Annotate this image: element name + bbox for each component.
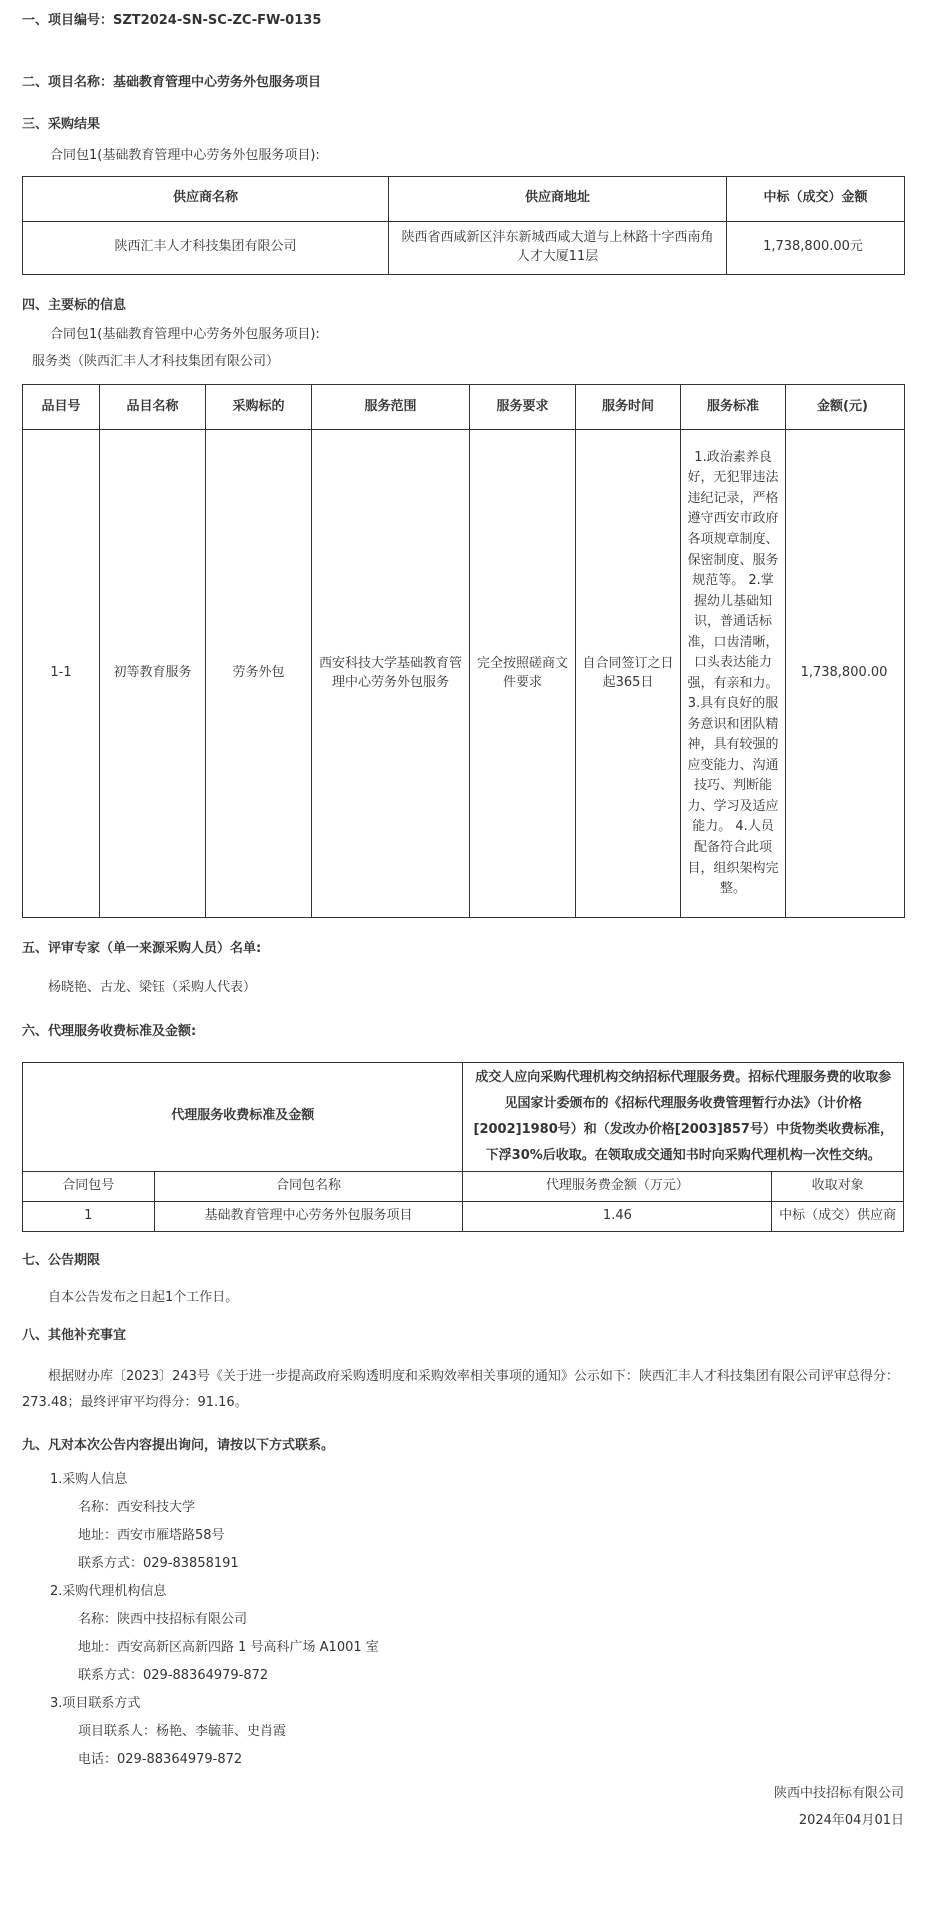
- category-label: 服务类（陕西汇丰人才科技集团有限公司）: [32, 354, 280, 370]
- project-number: SZT2024-SN-SC-ZC-FW-0135: [113, 13, 322, 28]
- supplier-name: 陕西汇丰人才科技集团有限公司: [23, 221, 389, 274]
- item-name: 初等教育服务: [100, 430, 206, 918]
- item-time: 自合同签订之日起365日: [576, 430, 681, 918]
- header-scope: 服务范围: [312, 385, 470, 430]
- section-title: 一、项目编号：: [22, 13, 114, 28]
- fee-standard-desc: 成交人应向采购代理机构交纳招标代理服务费。招标代理服务费的收取参见国家计委颁布的《招标代理服务收费管理暂行办法》（计价格[2002]1980号）和（发改办价格[2003]857号）中货物类收费标准，下浮30%后收取。在领取成交通知书时向采购代理机构一次性交纳。: [463, 1062, 904, 1171]
- fee-amount: 1.46: [463, 1201, 772, 1231]
- result-table: [22, 176, 905, 275]
- section-main-subject: [22, 297, 904, 919]
- table-header-row: [23, 1171, 904, 1201]
- header-item-name: 品目名称: [100, 385, 206, 430]
- fee-table: [22, 1062, 904, 1232]
- section-procurement-result: [22, 116, 904, 275]
- section-title: 九、凡对本次公告内容提出询问，请按以下方式联系。: [22, 1438, 335, 1454]
- supplier-address: 陕西省西咸新区沣东新城西咸大道与上林路十字西南角人才大厦11层: [389, 221, 727, 274]
- contact-phone: 电话：029-88364979-872: [78, 1751, 243, 1767]
- header-package-name: 合同包名称: [154, 1171, 463, 1201]
- table-header-row: [23, 385, 905, 430]
- item-standard: 1.政治素养良好，无犯罪违法违纪记录，严格遵守西安市政府各项规章制度、保密制度、服务规范等。 2.掌握幼儿基础知识，普通话标准，口齿清晰，口头表达能力强，有亲和力。 3.具有良好的服务意识和团队精神，具有较强的应变能力、沟通技巧、判断能力、学习及适应能力。 4.人员配备符合此项目，组织架构完整。: [681, 430, 786, 918]
- section-title: 四、主要标的信息: [22, 297, 127, 313]
- section-title: 五、评审专家（单一来源采购人员）名单:: [22, 941, 262, 957]
- table-row: [23, 1201, 904, 1231]
- header-package-no: 合同包号: [23, 1171, 155, 1201]
- experts-list: 杨晓艳、古龙、梁钰（采购人代表）: [48, 980, 257, 996]
- contact-title: 3.项目联系方式: [50, 1695, 141, 1711]
- section-project-name: [22, 54, 904, 108]
- notice-period: 自本公告发布之日起1个工作日。: [48, 1289, 239, 1305]
- buyer-name: 名称：西安科技大学: [78, 1500, 196, 1516]
- award-amount: 1,738,800.00元: [727, 221, 905, 274]
- item-amount: 1,738,800.00: [786, 430, 905, 918]
- header-payer: 收取对象: [772, 1171, 904, 1201]
- fee-standard-label: 代理服务收费标准及金额: [23, 1062, 463, 1171]
- agent-name: 名称：陕西中技招标有限公司: [78, 1611, 248, 1627]
- contact-person: 项目联系人：杨艳、李毓菲、史肖霞: [78, 1723, 287, 1739]
- subject-table: [22, 384, 905, 918]
- agent-phone: 联系方式：029-88364979-872: [78, 1667, 269, 1683]
- package-label: 合同包1(基础教育管理中心劳务外包服务项目):: [50, 326, 320, 342]
- package-no: 1: [23, 1201, 155, 1231]
- fee-standard-row: [23, 1062, 904, 1171]
- header-amount: 金额(元): [786, 385, 905, 430]
- header-time: 服务时间: [576, 385, 681, 430]
- agent-title: 2.采购代理机构信息: [50, 1583, 167, 1599]
- header-supplier-name: 供应商名称: [23, 176, 389, 221]
- section-title: 七、公告期限: [22, 1252, 101, 1268]
- section-title: 六、代理服务收费标准及金额:: [22, 1023, 197, 1039]
- package-label: 合同包1(基础教育管理中心劳务外包服务项目):: [50, 147, 320, 163]
- section-contact: [22, 1432, 904, 1773]
- header-award-amount: 中标（成交）金额: [727, 176, 905, 221]
- item-requirement: 完全按照磋商文件要求: [470, 430, 576, 918]
- section-title: 八、其他补充事宜: [22, 1328, 127, 1344]
- item-target: 劳务外包: [206, 430, 312, 918]
- section-supplement: [22, 1327, 904, 1416]
- agent-address: 地址：西安高新区高新四路 1 号高科广场 A1001 室: [78, 1639, 379, 1655]
- table-header-row: [23, 176, 905, 221]
- buyer-title: 1.采购人信息: [50, 1472, 128, 1488]
- footer-org: 陕西中技招标有限公司: [773, 1785, 904, 1801]
- item-scope: 西安科技大学基础教育管理中心劳务外包服务: [312, 430, 470, 918]
- header-target: 采购标的: [206, 385, 312, 430]
- section-experts: [22, 940, 904, 998]
- section-notice-period: [22, 1252, 904, 1308]
- table-row: [23, 430, 905, 918]
- supplement-text: 根据财办库〔2023〕243号《关于进一步提高政府采购透明度和采购效率相关事项的通知》公示如下：陕西汇丰人才科技集团有限公司评审总得分：273.48；最终评审平均得分：91.16。: [22, 1369, 899, 1411]
- buyer-address: 地址：西安市雁塔路58号: [78, 1528, 225, 1544]
- buyer-phone: 联系方式：029-83858191: [78, 1556, 239, 1572]
- section-title: 二、项目名称：: [22, 75, 114, 90]
- fee-payer: 中标（成交）供应商: [772, 1201, 904, 1231]
- header-standard: 服务标准: [681, 385, 786, 430]
- footer: [22, 1780, 904, 1836]
- footer-date: 2024年04月01日: [798, 1813, 904, 1829]
- header-item-no: 品目号: [23, 385, 100, 430]
- header-fee-amount: 代理服务费金额（万元）: [463, 1171, 772, 1201]
- project-name: 基础教育管理中心劳务外包服务项目: [113, 75, 322, 90]
- table-row: [23, 221, 905, 274]
- contact-block: [22, 1466, 904, 1773]
- header-requirement: 服务要求: [470, 385, 576, 430]
- header-supplier-address: 供应商地址: [389, 176, 727, 221]
- item-no: 1-1: [23, 430, 100, 918]
- section-title: 三、采购结果: [22, 117, 101, 132]
- section-agency-fee: [22, 1023, 904, 1232]
- package-name: 基础教育管理中心劳务外包服务项目: [154, 1201, 463, 1231]
- section-project-number: [22, 4, 904, 54]
